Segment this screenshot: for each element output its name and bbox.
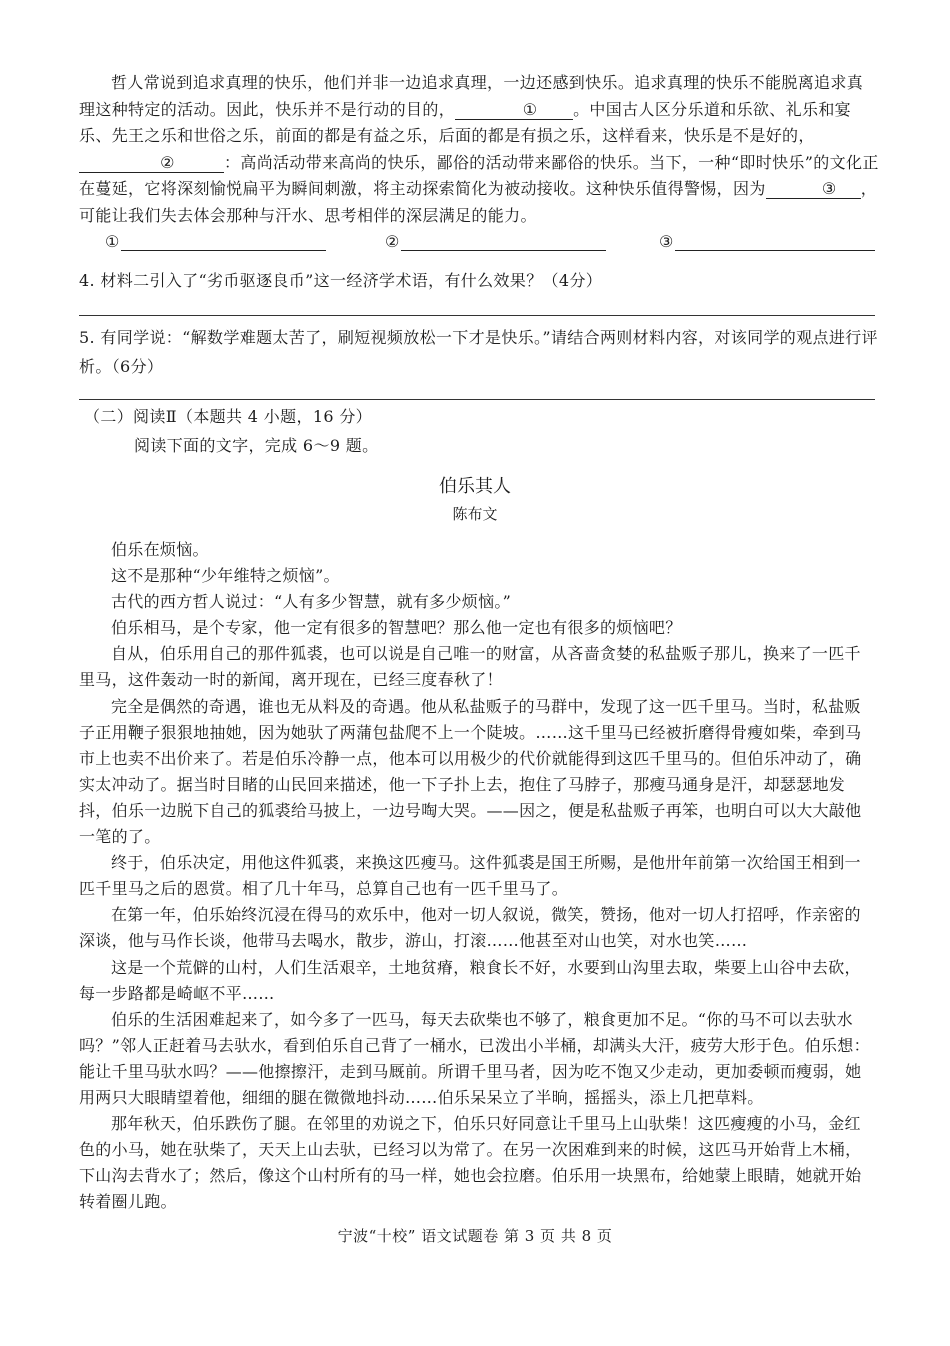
answer-row [105, 232, 885, 256]
question-5: 5. 有同学说：“解数学难题太苦了，刷短视频放松一下才是快乐。”请结合两则材料内容，对该同学的观点进行评析。（6分） [79, 328, 878, 376]
passage-segment-4: ，可能让我们失去体会那种与汗水、思考相伴的深层满足的能力。 [79, 179, 878, 225]
passage-segment-2: 。中国古人区分乐道和乐欲、礼乐和宴乐、先王之乐和世俗之乐，前面的都是有益之乐，后面的都是有损之乐，这样看来，快乐是不是好的， [79, 99, 852, 145]
question-4: 4. 材料二引入了“劣币驱逐良币”这一经济学术语，有什么效果？（4分） [79, 271, 603, 290]
answer-2-line[interactable] [401, 232, 606, 251]
blank-1[interactable]: ① [455, 100, 573, 120]
story-paragraph: 这是一个荒僻的山村，人们生活艰辛，土地贫瘠，粮食长不好，水要到山沟里去取，柴要上山谷中去砍，每一步路都是崎岖不平…… [79, 957, 861, 1003]
story-paragraph: 这不是那种“少年维特之烦恼”。 [111, 566, 340, 586]
story-author: 陈布文 [452, 505, 498, 523]
section-instruction: 阅读下面的文字，完成 6～9 题。 [134, 436, 379, 455]
passage-segment-3: ：高尚活动带来高尚的快乐，鄙俗的活动带来鄙俗的快乐。当下，一种“即时快乐”的文化正在蔓延，它将深刻愉悦扁平为瞬间刺激，将主动探索简化为被动接收。这种快乐值得警惕，因为 [79, 152, 879, 198]
story-paragraph: 自从，伯乐用自己的那件狐裘，也可以说是自己唯一的财富，从吝啬贪婪的私盐贩子那儿，换来了一匹千里马，这件轰动一时的新闻，离开现在，已经三度春秋了！ [79, 644, 861, 690]
answer-line-q5[interactable] [79, 399, 875, 400]
story-paragraph: 在第一年，伯乐始终沉浸在得马的欢乐中，他对一切人叙说，微笑，赞扬，他对一切人打招呼，作亲密的深谈，他与马作长谈，他带马去喝水，散步，游山，打滚……他甚至对山也笑，对水也笑…… [79, 905, 861, 951]
page-footer: 宁波“十校” 语文试题卷 第 3 页 共 8 页 [337, 1227, 613, 1245]
story-paragraph: 那年秋天，伯乐跌伤了腿。在邻里的劝说之下，伯乐只好同意让千里马上山驮柴！这匹瘦瘦的小马，金红色的小马，她在驮柴了，天天上山去驮，已经习以为常了。在另一次困难到来的时候，这匹马开始背上木桶，下山沟去背水了；然后，像这个山村所有的马一样，她也会拉磨。伯乐用一块黑布，给她蒙上眼睛，她就开始转着圈儿跑。 [79, 1114, 862, 1212]
answer-1 [105, 232, 326, 251]
answer-line-q4[interactable] [79, 315, 875, 316]
answer-1-line[interactable] [121, 232, 326, 251]
answer-3-label: ③ [659, 232, 674, 251]
story-paragraph: 古代的西方哲人说过：“人有多少智慧，就有多少烦恼。” [111, 592, 512, 612]
answer-3-line[interactable] [675, 232, 875, 251]
answer-3 [659, 232, 875, 251]
story-paragraph: 伯乐在烦恼。 [111, 540, 209, 559]
passage-segment-1: 哲人常说到追求真理的快乐，他们并非一边追求真理，一边还感到快乐。追求真理的快乐不能脱离追求真理这种特定的活动。因此，快乐并不是行动的目的， [79, 73, 864, 119]
blank-3[interactable]: ③ [766, 179, 861, 199]
story-paragraph: 终于，伯乐决定，用他这件狐裘，来换这匹瘦马。这件狐裘是国王所赐，是他卅年前第一次给国王相到一匹千里马之后的恩赏。相了几十年马，总算自己也有一匹千里马了。 [79, 853, 861, 899]
story-body [79, 537, 875, 1215]
blank-2[interactable]: ② [79, 153, 224, 173]
answer-2 [385, 232, 606, 251]
answer-1-label: ① [105, 232, 120, 251]
story-paragraph: 完全是偶然的奇遇，谁也无从料及的奇遇。他从私盐贩子的马群中，发现了这一匹千里马。当时，私盐贩子正用鞭子狠狠地抽她，因为她驮了两蒲包盐爬不上一个陡坡。……这千里马已经被折磨得骨瘦如柴，牵到马市上也卖不出价来了。若是伯乐冷静一点，他本可以用极少的代价就能得到这匹千里马的。但伯乐冲动了，确实太冲动了。据当时目睹的山民回来描述，他一下子扑上去，抱住了马脖子，那瘦马通身是汗，却瑟瑟地发抖，伯乐一边脱下自己的狐裘给马披上，一边号啕大哭。——因之，便是私盐贩子再笨，也明白可以大大敲他一笔的了。 [79, 696, 862, 847]
passage-paragraph [79, 70, 879, 229]
story-paragraph: 伯乐相马，是个专家，他一定有很多的智慧吧？那么他一定也有很多的烦恼吧？ [111, 618, 682, 638]
section-heading: （二）阅读Ⅱ（本题共 4 小题，16 分） [84, 407, 373, 426]
story-title: 伯乐其人 [439, 476, 511, 497]
story-paragraph: 伯乐的生活困难起来了，如今多了一匹马，每天去砍柴也不够了，粮食更加不足。“你的马不可以去驮水吗？”邻人正赶着马去驮水，看到伯乐自己背了一桶水，已泼出小半桶，却满头大汗，疲劳大形于色。伯乐想：能让千里马驮水吗？——他擦擦汗，走到马厩前。所谓千里马者，因为吃不饱又少走动，更加委顿而瘦弱，她用两只大眼睛望着他，细细的腿在微微地抖动……伯乐呆呆立了半晌，摇摇头，添上几把草料。 [79, 1009, 870, 1107]
answer-2-label: ② [385, 232, 400, 251]
